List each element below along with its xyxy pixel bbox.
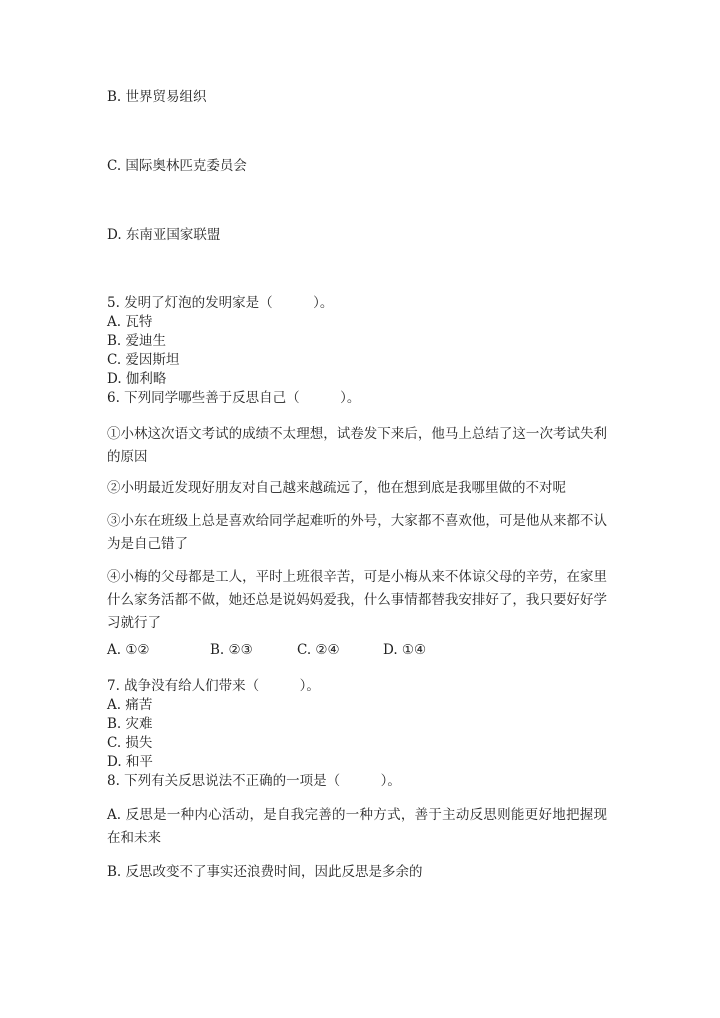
q6-option-c: C. ②④ <box>297 642 340 658</box>
q8-option-b: B. 反思改变不了事实还浪费时间，因此反思是多余的 <box>107 864 423 880</box>
q6-statement-1: ①小林这次语文考试的成绩不太理想，试卷发下来后，他马上总结了这一次考试失利的原因 <box>107 426 607 465</box>
q6-statement-3: ③小东在班级上总是喜欢给同学起难听的外号，大家都不喜欢他，可是他从来都不认为是自己错了 <box>107 513 607 552</box>
prev-option-d: D. 东南亚国家联盟 <box>107 227 221 243</box>
q6-option-d: D. ①④ <box>383 642 427 658</box>
q7-option-c: C. 损失 <box>107 735 153 751</box>
q6-option-b: B. ②③ <box>210 642 253 658</box>
q6-option-a: A. ①② <box>107 642 150 658</box>
q6-statement-2: ②小明最近发现好朋友对自己越来越疏远了，他在想到底是我哪里做的不对呢 <box>107 480 566 496</box>
q8-option-a: A. 反思是一种内心活动，是自我完善的一种方式，善于主动反思则能更好地把握现在和未来 <box>107 807 607 846</box>
q6-stem: 6. 下列同学哪些善于反思自己（ ）。 <box>107 390 361 406</box>
prev-option-b: B. 世界贸易组织 <box>107 89 207 105</box>
q6-statement-4: ④小梅的父母都是工人，平时上班很辛苦，可是小梅从来不体谅父母的辛劳，在家里什么家务活都不做，她还总是说妈妈爱我，什么事情都替我安排好了，我只要好好学习就行了 <box>107 569 607 631</box>
q5-option-b: B. 爱迪生 <box>107 333 167 349</box>
q7-option-d: D. 和平 <box>107 754 153 770</box>
q7-stem: 7. 战争没有给人们带来（ ）。 <box>107 678 320 694</box>
q5-option-d: D. 伽利略 <box>107 371 167 387</box>
q5-option-a: A. 瓦特 <box>107 314 153 330</box>
q5-option-c: C. 爱因斯坦 <box>107 352 180 368</box>
prev-option-c: C. 国际奥林匹克委员会 <box>107 158 247 174</box>
q7-option-b: B. 灾难 <box>107 716 153 732</box>
q7-option-a: A. 痛苦 <box>107 697 153 713</box>
q5-stem: 5. 发明了灯泡的发明家是（ ）。 <box>107 295 334 311</box>
q8-stem: 8. 下列有关反思说法不正确的一项是（ ）。 <box>107 773 401 789</box>
